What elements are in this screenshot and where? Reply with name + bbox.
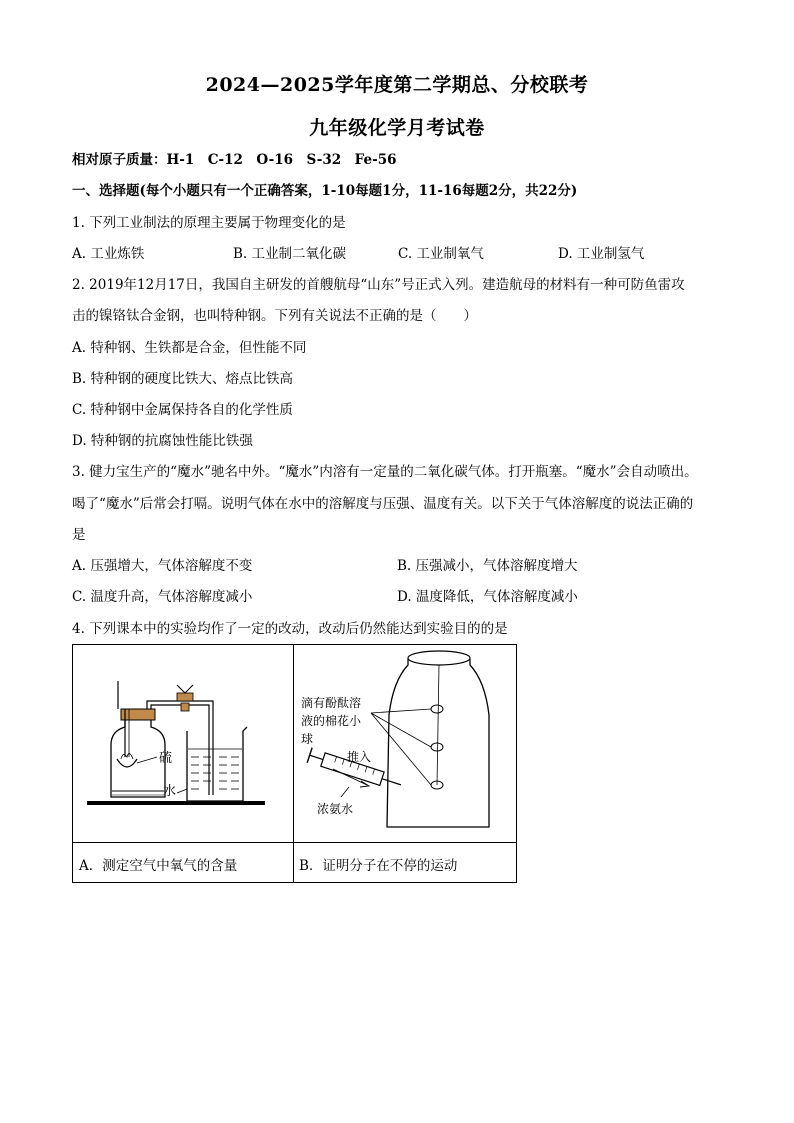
q3-option-c: C. 温度升高，气体溶解度减小 bbox=[72, 589, 253, 605]
question-2-stem-line2: 击的镍铬钛合金钢，也叫特种钢。下列有关说法不正确的是（ ） bbox=[72, 308, 477, 324]
q1-option-b: B. 工业制二氧化碳 bbox=[233, 246, 347, 262]
question-2-stem-line1: 2. 2019年12月17日，我国自主研发的首艘航母“山东”号正式入列。建造航母的材料有一种可防鱼雷攻 bbox=[72, 277, 685, 293]
beaker bbox=[187, 727, 247, 801]
figure-b-apparatus bbox=[293, 645, 516, 842]
label-cotton-1: 滴有酚酞溶 bbox=[301, 696, 362, 710]
figure-a-apparatus bbox=[73, 645, 293, 842]
question-4-stem: 4. 下列课本中的实验均作了一定的改动，改动后仍然能达到实验目的的是 bbox=[72, 621, 508, 637]
question-3-stem-line2: 喝了“魔水”后常会打嗝。说明气体在水中的溶解度与压强、温度有关。以下关于气体溶解度的说法正确的 bbox=[72, 496, 694, 512]
q3-option-a: A. 压强增大，气体溶解度不变 bbox=[72, 558, 253, 574]
exam-subtitle: 九年级化学月考试卷 bbox=[309, 117, 485, 139]
cotton-ball-1 bbox=[431, 705, 443, 713]
rubber-stopper bbox=[121, 709, 155, 720]
q1-option-a: A. 工业炼铁 bbox=[72, 246, 145, 262]
question-1-stem: 1. 下列工业制法的原理主要属于物理变化的是 bbox=[72, 215, 346, 231]
q2-option-a: A. 特种钢、生铁都是合金，但性能不同 bbox=[72, 340, 307, 356]
container-mouth bbox=[408, 651, 470, 665]
q3-option-d: D. 温度降低，气体溶解度减小 bbox=[397, 589, 578, 605]
caption-divider bbox=[293, 842, 294, 882]
q2-option-b: B. 特种钢的硬度比铁大、熔点比铁高 bbox=[72, 371, 294, 387]
exam-title: 2024—2025学年度第二学期总、分校联考 bbox=[205, 74, 589, 96]
figure-b-caption: B．证明分子在不停的运动 bbox=[299, 858, 458, 874]
figure-a-caption: A．测定空气中氧气的含量 bbox=[79, 858, 238, 874]
question-3-stem-line3: 是 bbox=[72, 527, 86, 543]
q2-option-c: C. 特种钢中金属保持各自的化学性质 bbox=[72, 402, 293, 418]
spring-clamp bbox=[177, 693, 193, 701]
label-sulfur: 硫 bbox=[159, 751, 173, 766]
q4-figure-table bbox=[72, 644, 517, 883]
q3-option-b: B. 压强减小，气体溶解度增大 bbox=[397, 558, 578, 574]
question-3-stem-line1: 3. 健力宝生产的“魔水”驰名中外。“魔水”内溶有一定量的二氧化碳气体。打开瓶塞。“魔水”会自动喷出。 bbox=[72, 464, 698, 480]
label-push: 推入 bbox=[347, 750, 372, 764]
atomic-mass-line: 相对原子质量：H-1 C-12 O-16 S-32 Fe-56 bbox=[72, 152, 397, 168]
q1-option-c: C. 工业制氧气 bbox=[398, 246, 484, 262]
figure-a-cell bbox=[73, 645, 294, 842]
combustion-spoon bbox=[117, 759, 137, 767]
label-cotton-3: 球 bbox=[301, 732, 314, 746]
label-water: 水 bbox=[163, 784, 177, 799]
q1-option-d: D. 工业制氢气 bbox=[558, 246, 645, 262]
q2-option-d: D. 特种钢的抗腐蚀性能比铁强 bbox=[72, 433, 253, 449]
label-ammonia: 浓氨水 bbox=[317, 802, 354, 816]
beaker-water bbox=[188, 749, 242, 789]
cotton-ball-2 bbox=[431, 743, 443, 751]
section-heading: 一、选择题(每个小题只有一个正确答案，1-10每题1分，11-16每题2分，共22分) bbox=[72, 183, 578, 199]
label-cotton-2: 液的棉花小 bbox=[301, 714, 362, 728]
figure-b-cell bbox=[293, 645, 516, 842]
caption-row bbox=[73, 842, 516, 883]
